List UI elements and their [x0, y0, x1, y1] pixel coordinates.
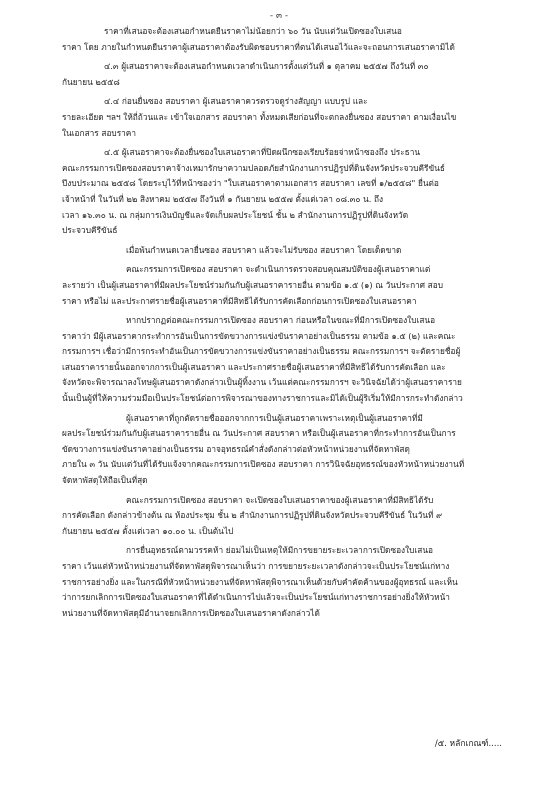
text-line: ละรายว่า เป็นผู้เสนอราคาที่มีผลประโยชน์ร่วมกันกับผู้เสนอราคารายอื่น ตามข้อ ๑.๕ (๑) ณ วันประกาศ สอบ: [62, 279, 444, 290]
paragraph: [62, 313, 514, 407]
paragraph: [62, 262, 514, 309]
text-line: ผู้เสนอราคาที่ถูกตัดรายชื่อออกจากการเป็นผู้เสนอราคาเพราะเหตุเป็นผู้เสนอราคาที่มี: [126, 412, 423, 423]
text-line: ในเอกสาร สอบราคา: [62, 127, 137, 138]
text-line: ราคา หรือไม่ และประกาศรายชื่อผู้เสนอราคาที่มีสิทธิได้รับการคัดเลือกก่อนการเปิดซองใบเสนอราคา: [62, 295, 417, 306]
document-body: [62, 24, 514, 621]
text-line: การยื่นอุทธรณ์ตามวรรคห้า ย่อมไม่เป็นเหตุให้มีการขยายระยะเวลาการเปิดซองใบเสนอ: [126, 545, 433, 556]
text-line: คณะกรรมการเปิดซองสอบราคาจ้างเหมารักษาความปลอดภัยสำนักงานการปฏิรูปที่ดินจังหวัดประจวบคีรีขันธ์: [62, 162, 445, 173]
text-line: ๔.๓ ผู้เสนอราคาจะต้องเสนอกำหนดเวลาดำเนินการตั้งแต่วันที่ ๑ ตุลาคม ๒๕๕๗ ถึงวันที่ ๓๐: [104, 61, 429, 72]
text-line: ราคา โดย ภายในกำหนดยืนราคาผู้เสนอราคาต้องรับผิดชอบราคาที่ตนได้เสนอไว้และจะถอนการเสนอราคามิได้: [62, 41, 455, 52]
text-line: เวลา ๑๖.๓๐ น. ณ กลุ่มการเงินบัญชีและจัดเก็บผลประโยชน์ ชั้น ๒ สำนักงานการปฏิรูปที่ดินจังหวัด: [62, 209, 409, 220]
paragraph: [62, 243, 514, 259]
text-line: ราชการอย่างยิ่ง และในกรณีที่หัวหน้าหน่วยงานที่จัดหาพัสดุพิจารณาเห็นด้วยกับคำคัดค้านของผู้อุทธรณ์ และเห็น: [62, 576, 458, 587]
text-line: กันยายน ๒๕๕๘: [62, 76, 120, 87]
text-line: เสนอราคารายนั้นออกจากการเป็นผู้เสนอราคา และประกาศรายชื่อผู้เสนอราคาที่มีสิทธิได้รับการคัดเลือก และ: [62, 361, 446, 372]
text-line: การคัดเลือก ดังกล่าวข้างต้น ณ ห้องประชุม ชั้น ๒ สำนักงานการปฏิรูปที่ดินจังหวัดประจวบคีรีขันธ์ ในวันที่ ๙: [62, 510, 443, 521]
text-line: ๔.๕ ผู้เสนอราคาจะต้องยื่นซองใบเสนอราคาที่ปิดผนึกซองเรียบร้อยจ่าหน้าซองถึง ประธาน: [104, 147, 421, 158]
text-line: คณะกรรมการเปิดซอง สอบราคา จะเปิดซองใบเสนอราคาของผู้เสนอราคาที่มีสิทธิได้รับ: [126, 494, 434, 505]
text-line: หน่วยงานที่จัดหาพัสดุมีอำนาจยกเลิกการเปิดซองใบเสนอราคาดังกล่าวได้: [62, 607, 320, 618]
text-line: จัดหาพัสดุให้ถือเป็นที่สุด: [62, 475, 148, 486]
text-line: ราคาว่า มีผู้เสนอราคากระทำการอันเป็นการขัดขวางการแข่งขันราคาอย่างเป็นธรรม ตามข้อ ๑.๕ (๒) และคณะ: [62, 330, 456, 341]
text-line: นั้นเป็นผู้ที่ให้ความร่วมมือเป็นประโยชน์ต่อการพิจารณาของทางราชการและมิได้เป็นผู้ริเริ่มให้มีการกระทำดังกล่าว: [62, 393, 463, 404]
text-line: ขัดขวางการแข่งขันราคาอย่างเป็นธรรม อาจอุทธรณ์คำสั่งดังกล่าวต่อหัวหน้าหน่วยงานที่จัดหาพัสดุ: [62, 443, 410, 454]
text-line: ราคา เว้นแต่หัวหน้าหน่วยงานที่จัดหาพัสดุพิจารณาเห็นว่า การขยายระยะเวลาดังกล่าวจะเป็นประโยชน์แก่ทาง: [62, 561, 450, 571]
paragraph: [62, 59, 514, 90]
text-line: เมื่อพ้นกำหนดเวลายื่นซอง สอบราคา แล้วจะไม่รับซอง สอบราคา โดยเด็ดขาด: [126, 244, 402, 255]
text-line: เจ้าหน้าที่ ในวันที่ ๒๒ สิงหาคม ๒๕๕๗ ถึงวันที่ ๑ กันยายน ๒๕๕๗ ตั้งแต่เวลา ๐๘.๓๐ น. ถึง: [62, 193, 384, 204]
continuation-footer: /๕. หลักเกณฑ์.....: [434, 739, 502, 749]
text-line: รายละเอียด ฯลฯ ให้ถี่ถ้วนและ เข้าใจเอกสาร สอบราคา ทั้งหมดเสียก่อนที่จะตกลงยื่นซอง สอบราคา ตามเงื่อนไข: [62, 111, 457, 122]
text-line: ปีงบประมาณ ๒๕๕๘ โดยระบุไว้ที่หน้าซองว่า "ใบเสนอราคาตามเอกสาร สอบราคา เลขที่ ๑/๒๕๕๘" ยื่นต่อ: [62, 178, 439, 189]
paragraph: [62, 94, 514, 141]
paragraph: [62, 145, 514, 239]
text-line: ผลประโยชน์ร่วมกันกับผู้เสนอราคารายอื่น ณ วันประกาศ สอบราคา หรือเป็นผู้เสนอราคาที่กระทำการอันเป็นการ: [62, 428, 456, 439]
page-number: - ๓ -: [269, 11, 289, 21]
text-line: กันยายน ๒๕๕๗ ตั้งแต่เวลา ๑๐.๐๐ น. เป็นต้นไป: [62, 525, 234, 536]
text-line: กรรมการฯ เชื่อว่ามีการกระทำอันเป็นการขัดขวางการแข่งขันราคาอย่างเป็นธรรม คณะกรรมการฯ จะตัดรายชื่อผู้: [62, 346, 461, 357]
paragraph: [62, 493, 514, 540]
paragraph: [62, 24, 514, 55]
text-line: จังหวัดจะพิจารณาลงโทษผู้เสนอราคาดังกล่าวเป็นผู้ทิ้งงาน เว้นแต่คณะกรรมการฯ จะวินิจฉัยได้ว่าผู้เสนอราคาราย: [62, 377, 462, 388]
paragraph: [62, 543, 514, 621]
text-line: ภายใน ๓ วัน นับแต่วันที่ได้รับแจ้งจากคณะกรรมการเปิดซอง สอบราคา การวินิจฉัยอุทธรณ์ของหัวหน้าหน่วยงานที่: [62, 459, 465, 470]
text-line: คณะกรรมการเปิดซอง สอบราคา จะดำเนินการตรวจสอบคุณสมบัติของผู้เสนอราคาแต่: [126, 264, 431, 275]
paragraph: [62, 411, 514, 489]
text-line: ราคาที่เสนอจะต้องเสนอกำหนดยืนราคาไม่น้อยกว่า ๖๐ วัน นับแต่วันเปิดซองใบเสนอ: [104, 26, 402, 36]
text-line: หากปรากฏต่อคณะกรรมการเปิดซอง สอบราคา ก่อนหรือในขณะที่มีการเปิดซองใบเสนอ: [126, 315, 436, 326]
text-line: ๔.๔ ก่อนยื่นซอง สอบราคา ผู้เสนอราคาควรตรวจดูร่างสัญญา แบบรูป และ: [104, 96, 368, 107]
text-line: ประจวบคีรีขันธ์: [62, 225, 118, 236]
text-line: ว่าการยกเลิกการเปิดซองใบเสนอราคาที่ได้ดำเนินการไปแล้วจะเป็นประโยชน์แก่ทางราชการอย่างยิ่งให้หัวหน้า: [62, 592, 450, 603]
